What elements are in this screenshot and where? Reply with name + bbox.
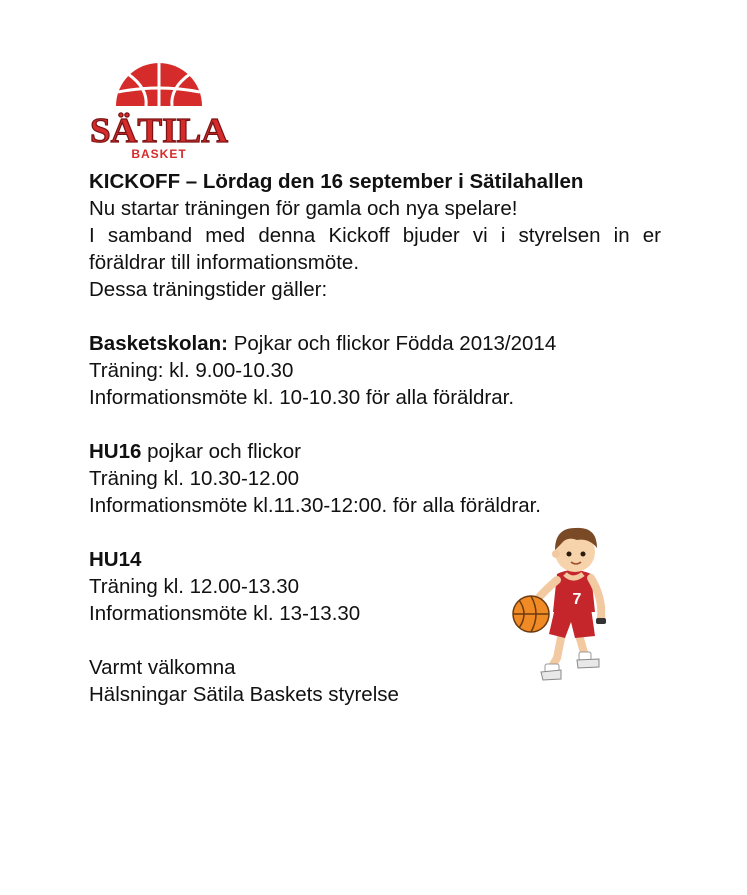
intro-line-2: I samband med denna Kickoff bjuder vi i styrelsen in er föräldrar till informationsmöte. (89, 224, 661, 274)
logo-sub: BASKET (131, 147, 187, 161)
headline: KICKOFF – Lördag den 16 september i Sätilahallen (89, 170, 584, 193)
basketball-player-illustration (505, 518, 625, 683)
closing-signature: Hälsningar Sätila Baskets styrelse (89, 683, 399, 706)
group-hu16-title: HU16 pojkar och flickor (89, 440, 301, 463)
group-hu14-training: Träning kl. 12.00-13.30 (89, 575, 300, 598)
satila-basket-logo (86, 58, 232, 162)
jersey-number: 7 (572, 591, 582, 608)
ball-icon (513, 596, 549, 632)
closing-welcome: Varmt välkomna (89, 656, 236, 679)
group-hu16-training: Träning kl. 10.30-12.00 (89, 467, 300, 490)
group-hu16-meeting: Informationsmöte kl.11.30-12:00. för alla föräldrar. (89, 494, 541, 517)
group-basketskolan-title: Basketskolan: Pojkar och flickor Födda 2013/2014 (89, 332, 557, 355)
group-basketskolan-meeting: Informationsmöte kl. 10-10.30 för alla föräldrar. (89, 386, 515, 409)
logo-name: SÄTILA (90, 111, 229, 150)
intro-line-1: Nu startar träningen för gamla och nya spelare! (89, 197, 518, 220)
intro-line-3: Dessa träningstider gäller: (89, 278, 328, 301)
group-basketskolan-training: Träning: kl. 9.00-10.30 (89, 359, 294, 382)
group-hu14-meeting: Informationsmöte kl. 13-13.30 (89, 602, 361, 625)
group-hu14-title: HU14 (89, 548, 142, 571)
basketball-icon (116, 63, 202, 106)
